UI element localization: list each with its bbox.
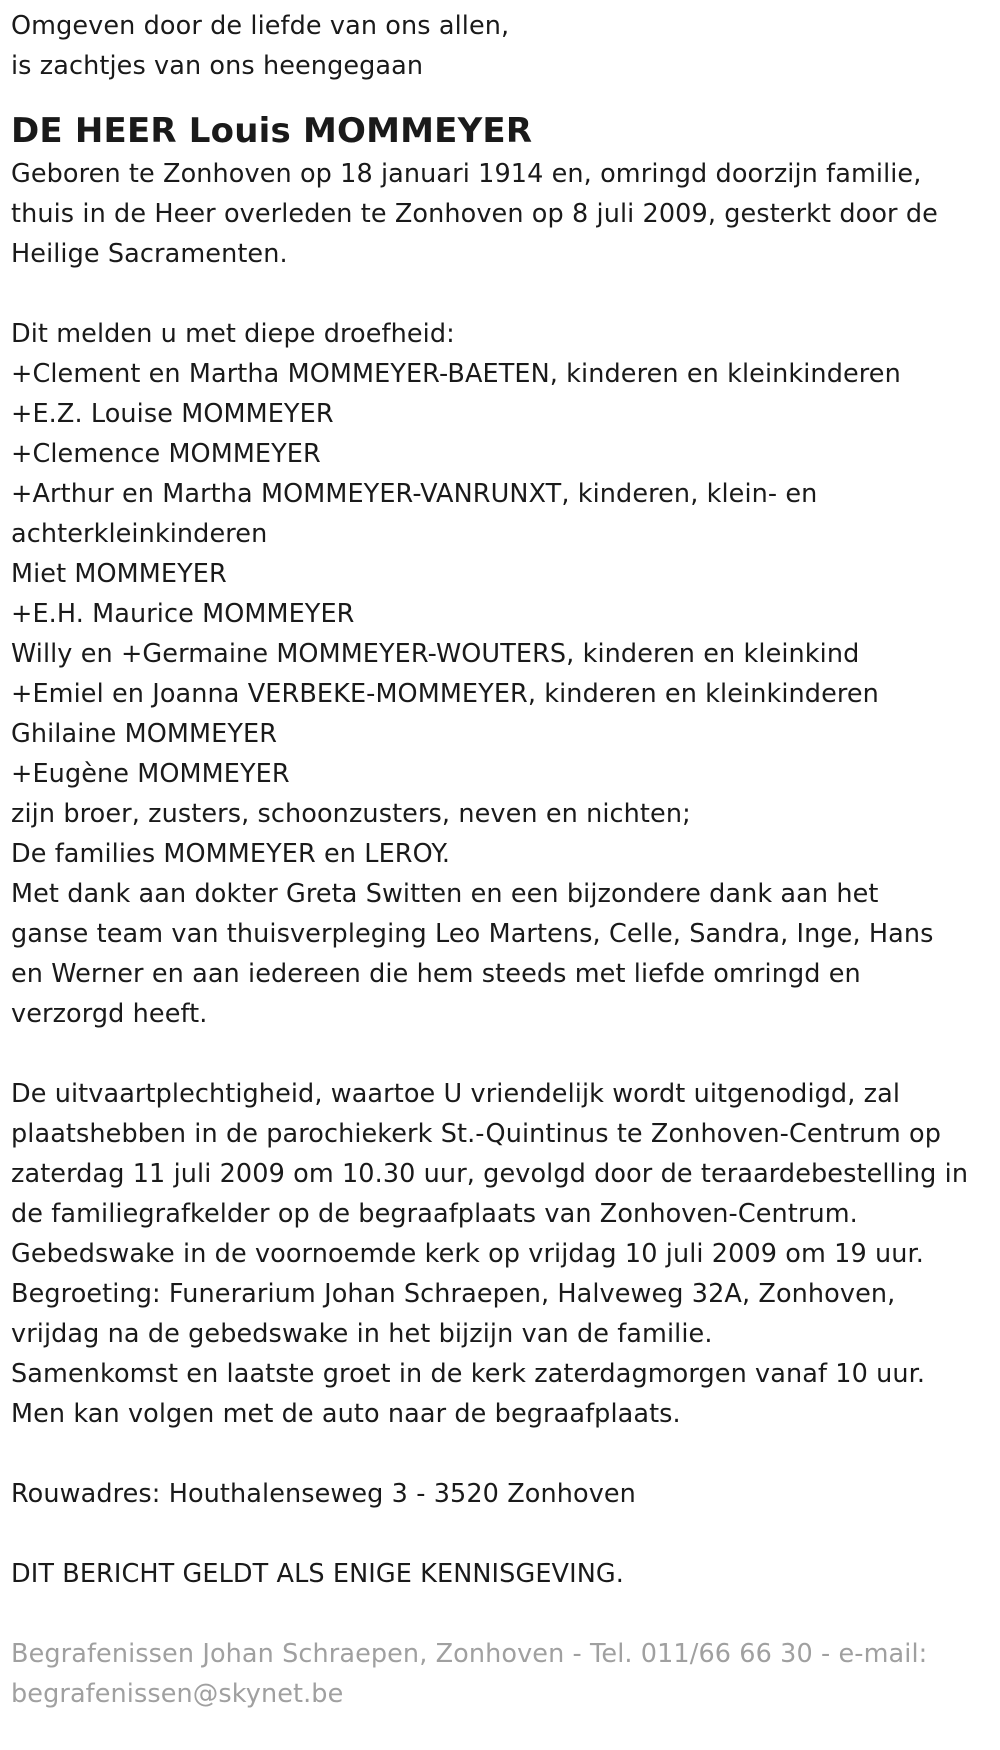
family-line: zijn broer, zusters, schoonzusters, neven en nichten; — [11, 799, 691, 829]
funeral-line: Begroeting: Funerarium Johan Schraepen, Halveweg 32A, Zonhoven, — [11, 1279, 896, 1309]
funeral-line: De uitvaartplechtigheid, waartoe U vriendelijk wordt uitgenodigd, zal — [11, 1079, 901, 1109]
funeral-paragraph — [11, 1074, 1000, 1434]
family-line: +Eugène MOMMEYER — [11, 759, 290, 789]
family-line: Dit melden u met diepe droefheid: — [11, 319, 455, 349]
intro-line: is zachtjes van ons heengegaan — [11, 51, 424, 81]
spacer — [11, 1434, 1000, 1474]
family-line: verzorgd heeft. — [11, 999, 208, 1029]
family-line: +Clement en Martha MOMMEYER-BAETEN, kinderen en kleinkinderen — [11, 359, 901, 389]
undertaker-footer — [11, 1634, 1000, 1714]
spacer — [11, 274, 1000, 314]
birth-line: Heilige Sacramenten. — [11, 239, 288, 269]
family-line: Willy en +Germaine MOMMEYER-WOUTERS, kinderen en kleinkind — [11, 639, 860, 669]
family-paragraph — [11, 314, 1000, 1034]
family-line: +Arthur en Martha MOMMEYER-VANRUNXT, kinderen, klein- en — [11, 479, 818, 509]
family-line: en Werner en aan iedereen die hem steeds met liefde omringd en — [11, 959, 861, 989]
footer-line: Begrafenissen Johan Schraepen, Zonhoven - Tel. 011/66 66 30 - e-mail: — [11, 1639, 928, 1669]
deceased-name-title: DE HEER Louis MOMMEYER — [11, 111, 533, 151]
funeral-line: Men kan volgen met de auto naar de begraafplaats. — [11, 1399, 681, 1429]
spacer — [11, 1034, 1000, 1074]
spacer — [11, 1594, 1000, 1634]
family-line: De families MOMMEYER en LEROY. — [11, 839, 451, 869]
family-line: achterkleinkinderen — [11, 519, 268, 549]
family-line: Miet MOMMEYER — [11, 559, 227, 589]
birth-line: thuis in de Heer overleden te Zonhoven op 8 juli 2009, gesterkt door de — [11, 199, 938, 229]
funeral-line: Samenkomst en laatste groet in de kerk zaterdagmorgen vanaf 10 uur. — [11, 1359, 926, 1389]
notice-statement: DIT BERICHT GELDT ALS ENIGE KENNISGEVING. — [11, 1559, 624, 1589]
family-line: Met dank aan dokter Greta Switten en een bijzondere dank aan het — [11, 879, 879, 909]
intro-paragraph — [11, 6, 1000, 86]
family-line: +E.H. Maurice MOMMEYER — [11, 599, 355, 629]
family-line: +Clemence MOMMEYER — [11, 439, 321, 469]
family-line: +Emiel en Joanna VERBEKE-MOMMEYER, kinderen en kleinkinderen — [11, 679, 879, 709]
birth-paragraph — [11, 154, 1000, 274]
family-line: +E.Z. Louise MOMMEYER — [11, 399, 334, 429]
footer-line: begrafenissen@skynet.be — [11, 1679, 344, 1709]
intro-line: Omgeven door de liefde van ons allen, — [11, 11, 510, 41]
funeral-line: plaatshebben in de parochiekerk St.-Quintinus te Zonhoven-Centrum op — [11, 1119, 941, 1149]
funeral-line: zaterdag 11 juli 2009 om 10.30 uur, gevolgd door de teraardebestelling in — [11, 1159, 969, 1189]
family-line: ganse team van thuisverpleging Leo Martens, Celle, Sandra, Inge, Hans — [11, 919, 934, 949]
birth-line: Geboren te Zonhoven op 18 januari 1914 en, omringd doorzijn familie, — [11, 159, 922, 189]
spacer — [11, 1514, 1000, 1554]
mourning-address: Rouwadres: Houthalenseweg 3 - 3520 Zonhoven — [11, 1479, 636, 1509]
funeral-line: Gebedswake in de voornoemde kerk op vrijdag 10 juli 2009 om 19 uur. — [11, 1239, 924, 1269]
family-line: Ghilaine MOMMEYER — [11, 719, 278, 749]
funeral-line: vrijdag na de gebedswake in het bijzijn van de familie. — [11, 1319, 713, 1349]
funeral-line: de familiegrafkelder op de begraafplaats van Zonhoven-Centrum. — [11, 1199, 858, 1229]
